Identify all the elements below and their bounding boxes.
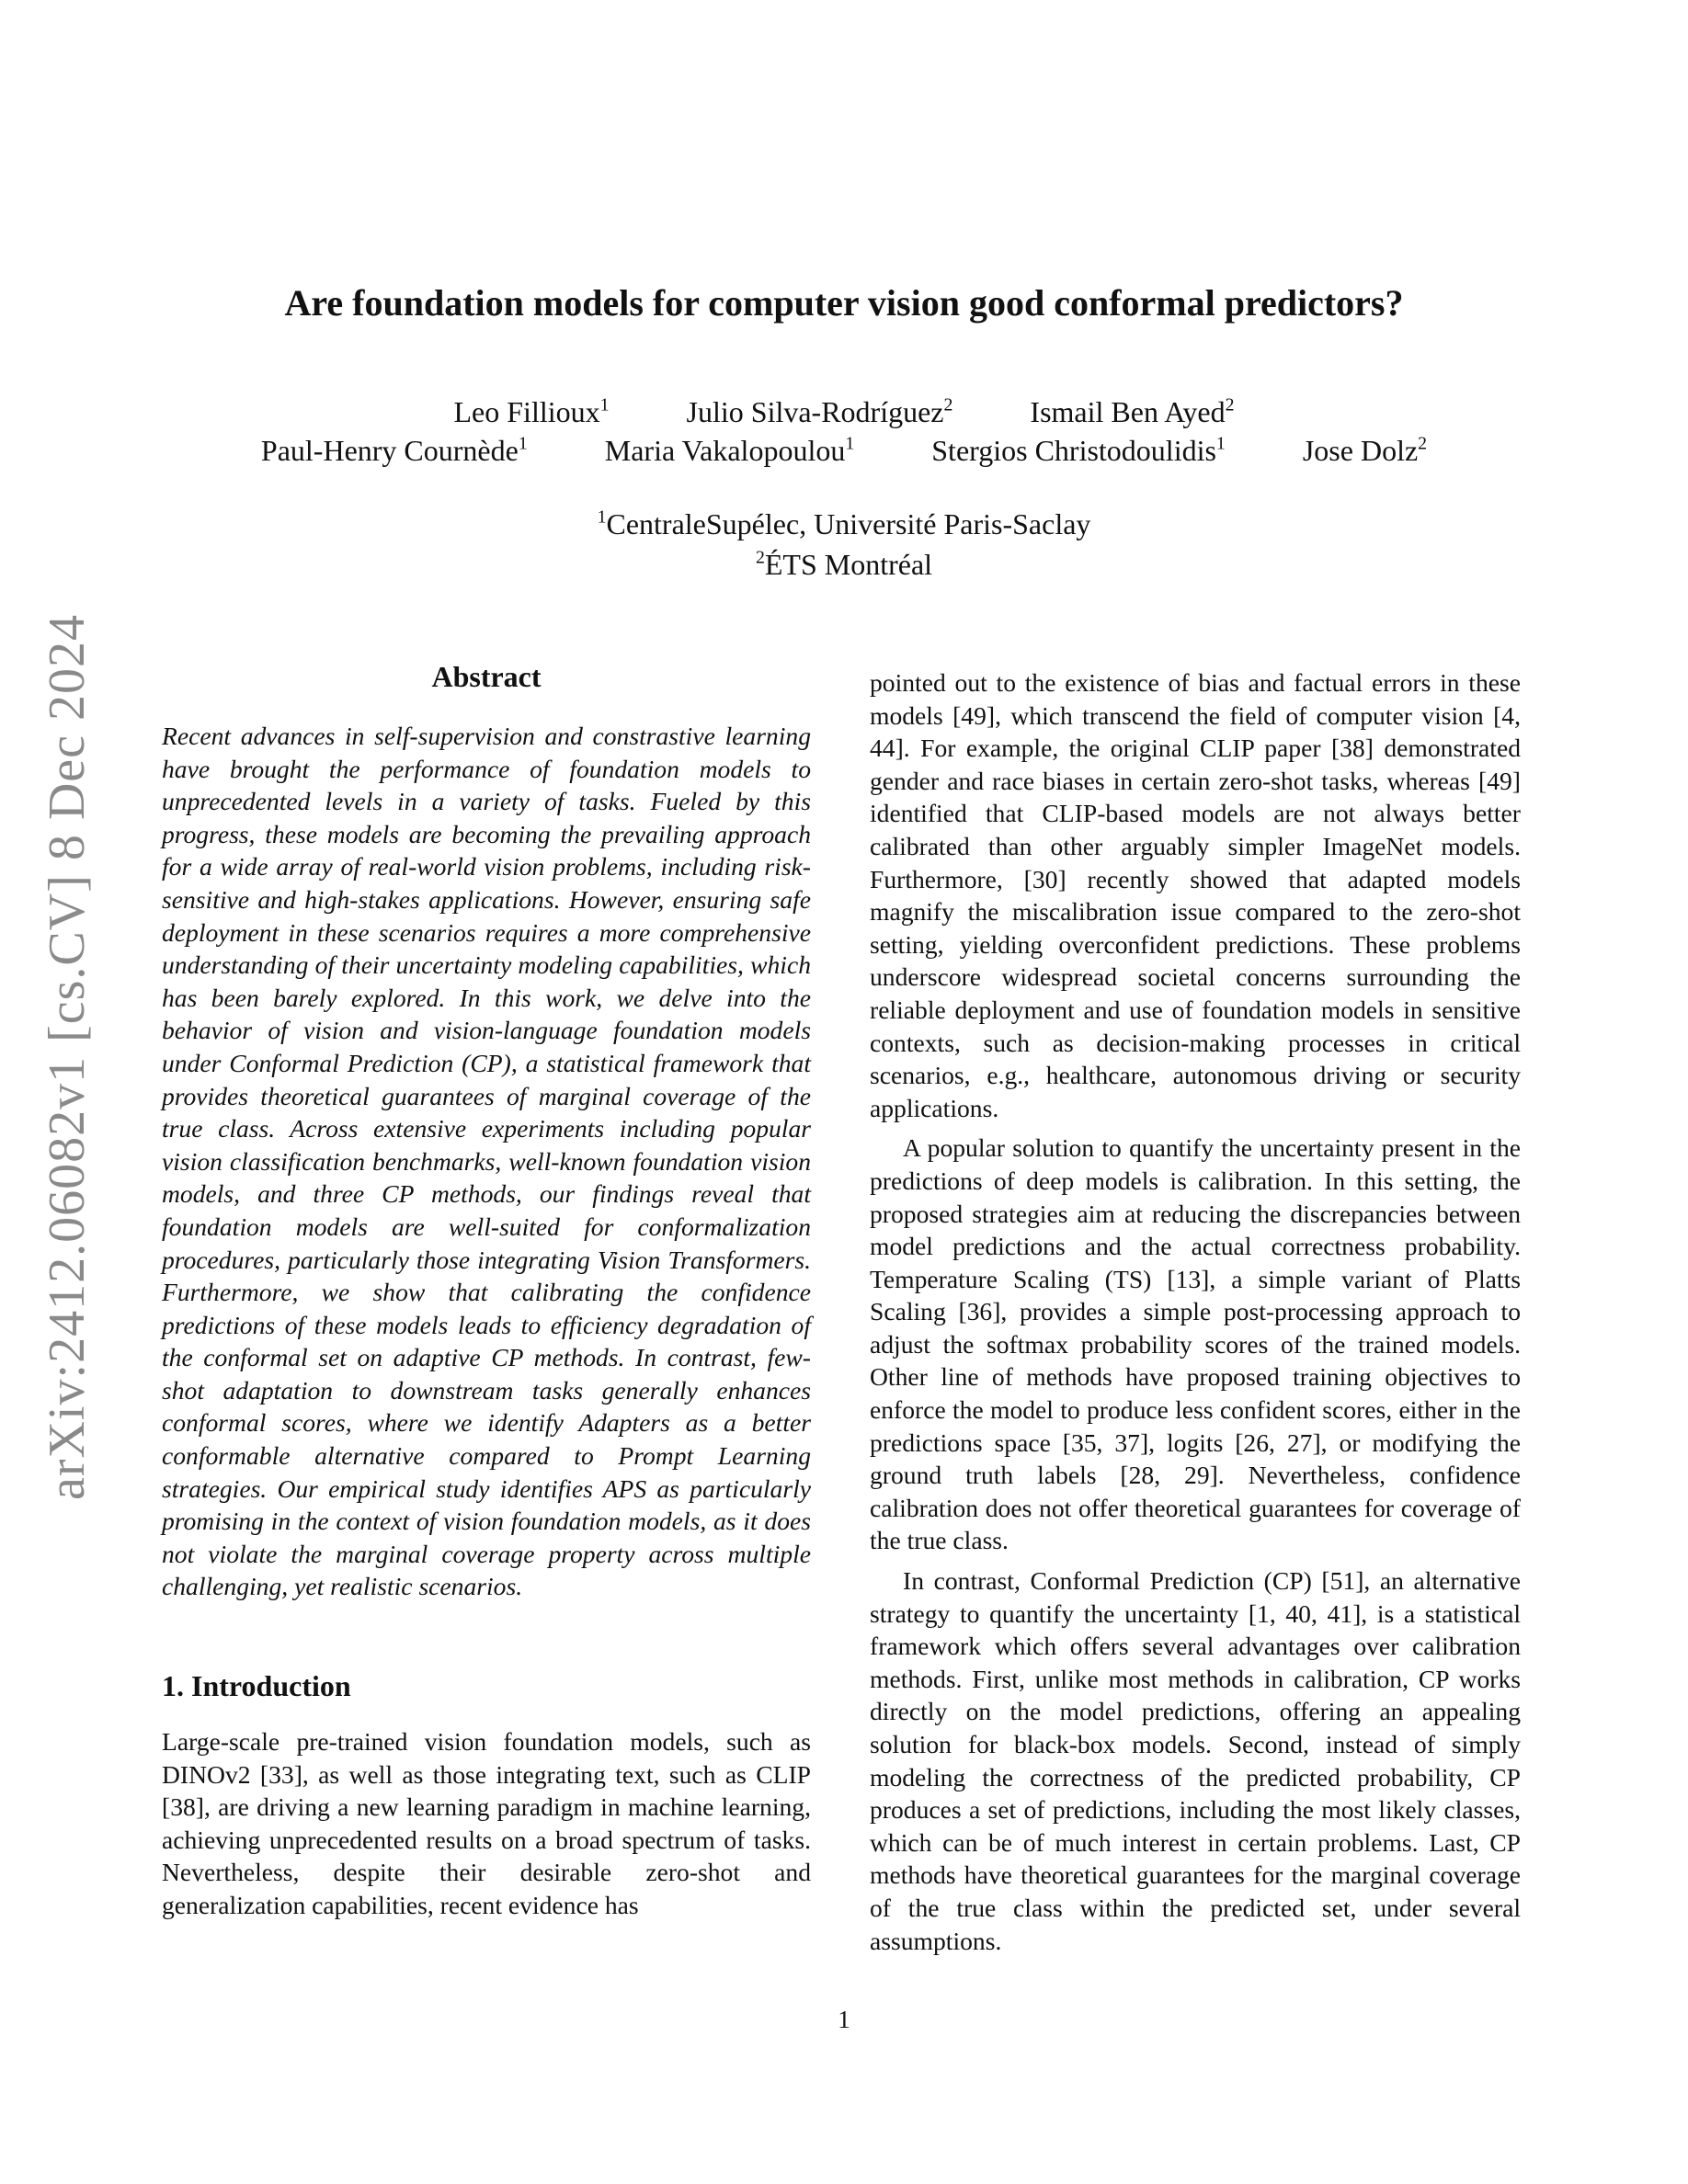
body-paragraph: In contrast, Conformal Prediction (CP) [51], an alternative strategy to quantify the uncertainty [1, 40, 41], is a statistical framework which offers several advantages over calibration methods. First, unlike most methods in calibration, CP works directly on the model predictions, offering an appealing solution for black-box models. Second, instead of simply modeling the correctness of the predicted probability, CP produces a set of predictions, including the most likely classes, which can be of much interest in certain problems. Last, CP methods have theoretical guarantees for the marginal coverage of the true class within the predicted set, under several assumptions.	[870, 1566, 1521, 1955]
author: Jose Dolz$^2$	[1302, 433, 1428, 467]
author: Stergios Christodoulidis$^1$	[931, 433, 1226, 467]
right-column	[870, 666, 1521, 1957]
author: Paul-Henry Cournède$^1$	[260, 433, 528, 467]
abstract-text: Recent advances in self-supervision and constrastive learning have brought the performance of foundation models to unprecedented levels in a variety of tasks. Fueled by this progress, these models are becoming the prevailing approach for a wide array of real-world vision problems, including risk-sensitive and high-stakes applications. However, ensuring safe deployment in these scenarios requires a more comprehensive understanding of their uncertainty modeling capabilities, which has been barely explored. In this work, we delve into the behavior of vision and vision-language foundation models under Conformal Prediction (CP), a statistical framework that provides theoretical guarantees of marginal coverage of the true class. Across extensive experiments including popular vision classification benchmarks, well-known foundation vision models, and three CP methods, our findings reveal that foundation models are well-suited for conformalization procedures, particularly those integrating Vision Transformers. Furthermore, we show that calibrating the confidence predictions of these models leads to efficiency degradation of the conformal set on adaptive CP methods. In contrast, few-shot adaptation to downstream tasks generally enhances conformal scores, where we identify Adapters as a better conformable alternative compared to Prompt Learning strategies. Our empirical study identifies APS as particularly promising in the context of vision foundation models, as it does not violate the marginal coverage property across multiple challenging, yet realistic scenarios.	[162, 722, 811, 1601]
arxiv-identifier	[17, 588, 118, 1526]
author: Maria Vakalopoulou$^1$	[604, 433, 855, 467]
authors-row-2	[0, 434, 1688, 468]
section-heading-introduction: 1. Introduction	[162, 1669, 351, 1703]
arxiv-identifier-text: arXiv:2412.06082v1 [cs.CV] 8 Dec 2024	[39, 614, 96, 1500]
page-number: 1	[838, 2006, 850, 2033]
authors-row-1	[0, 395, 1688, 429]
author: Julio Silva-Rodríguez$^2$	[686, 394, 953, 428]
affiliation: $^1$CentraleSupélec, Université Paris-Saclay	[597, 506, 1091, 540]
author: Ismail Ben Ayed$^2$	[1030, 394, 1235, 428]
paper-title: Are foundation models for computer vision good conformal predictors?	[284, 282, 1404, 324]
abstract-heading: Abstract	[431, 660, 542, 693]
intro-paragraph: Large-scale pre-trained vision foundation models, such as DINOv2 [33], as well as those integrating text, such as CLIP [38], are driving a new learning paradigm in machine learning, achieving unprecedented results on a broad spectrum of tasks. Nevertheless, despite their desirable zero-shot and generalization capabilities, recent evidence has	[162, 1727, 811, 1919]
left-column	[162, 660, 811, 1922]
affiliation: $^2$ÉTS Montréal	[755, 547, 933, 581]
body-paragraph: pointed out to the existence of bias and factual errors in these models [49], which transcend the field of computer vision [4, 44]. For example, the original CLIP paper [38] demonstrated gender and race biases in certain zero-shot tasks, whereas [49] identified that CLIP-based models are not always better calibrated than other arguably simpler ImageNet models. Furthermore, [30] recently showed that adapted models magnify the miscalibration issue compared to the zero-shot setting, yielding overconfident predictions. These problems underscore widespread societal concerns surrounding the reliable deployment and use of foundation models in sensitive contexts, such as decision-making processes in critical scenarios, e.g., healthcare, autonomous driving or security applications.	[870, 668, 1521, 1122]
author: Leo Fillioux$^1$	[453, 394, 610, 428]
body-paragraph: A popular solution to quantify the uncertainty present in the predictions of deep models is calibration. In this setting, the proposed strategies aim at reducing the discrepancies between model predictions and the actual correctness probability. Temperature Scaling (TS) [13], a simple variant of Platts Scaling [36], provides a simple post-processing approach to adjust the softmax probability scores of the trained models. Other line of methods have proposed training objectives to enforce the model to produce less confident scores, either in the predictions space [35, 37], logits [26, 27], or modifying the ground truth labels [28, 29]. Nevertheless, confidence calibration does not offer theoretical guarantees for coverage of the true class.	[870, 1133, 1521, 1555]
